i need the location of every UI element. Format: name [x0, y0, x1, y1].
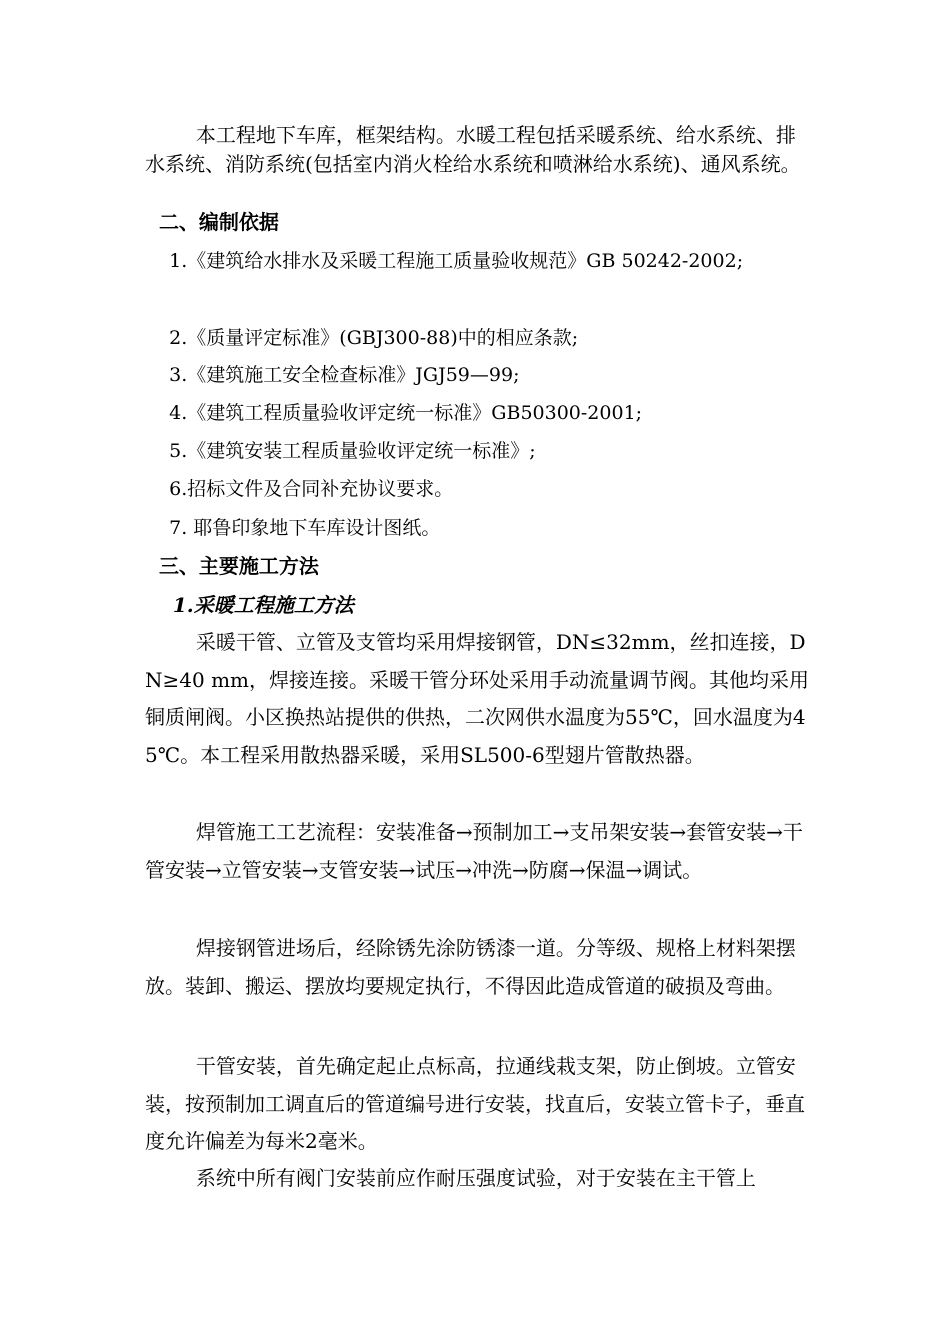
- basis-item-6: 6.招标文件及合同补充协议要求。: [145, 478, 454, 500]
- section-heading-methods: 三、主要施工方法: [145, 554, 319, 578]
- paragraph-pipe-storage: 焊接钢管进场后，经除锈先涂防锈漆一道。分等级、规格上材料架摆放。装卸、搬运、摆放均要规定执行，不得因此造成管道的破损及弯曲。: [145, 936, 796, 998]
- basis-item-2: 2.《质量评定标准》(GBJ300-88)中的相应条款;: [145, 327, 579, 349]
- basis-item-1: 1.《建筑给水排水及采暖工程施工质量验收规范》GB 50242-2002;: [145, 250, 744, 272]
- basis-item-5: 5.《建筑安装工程质量验收评定统一标准》;: [145, 440, 536, 462]
- subsection-heading-heating: 1.采暖工程施工方法: [145, 593, 354, 617]
- intro-paragraph: 本工程地下车库，框架结构。水暖工程包括采暖系统、给水系统、排水系统、消防系统(包括室内消火栓给水系统和喷淋给水系统)、通风系统。: [145, 123, 801, 176]
- basis-item-4: 4.《建筑工程质量验收评定统一标准》GB50300-2001;: [145, 402, 643, 424]
- paragraph-process-flow: 焊管施工工艺流程：安装准备→预制加工→支吊架安装→套管安装→干管安装→立管安装→支管安装→试压→冲洗→防腐→保温→调试。: [145, 820, 803, 882]
- section-heading-basis: 二、编制依据: [145, 210, 279, 234]
- basis-item-7: 7. 耶鲁印象地下车库设计图纸。: [145, 517, 441, 539]
- paragraph-main-pipe-install: 干管安装，首先确定起止点标高，拉通线栽支架，防止倒坡。立管安装，按预制加工调直后的管道编号进行安装，找直后，安装立管卡子，垂直度允许偏差为每米2毫米。: [145, 1054, 805, 1153]
- paragraph-valve-test: 系统中所有阀门安装前应作耐压强度试验，对于安装在主干管上: [145, 1166, 756, 1190]
- basis-item-3: 3.《建筑施工安全检查标准》JGJ59—99;: [145, 364, 520, 386]
- paragraph-heating-pipes: 采暖干管、立管及支管均采用焊接钢管，DN≤32mm，丝扣连接，DN≥40 mm，焊接连接。采暖干管分环处采用手动流量调节阀。其他均采用铜质闸阀。小区换热站提供的供热，二次网供水温度为55℃，回水温度为45℃。本工程采用散热器采暖，采用SL500-6型翅片管散热器。: [145, 630, 809, 767]
